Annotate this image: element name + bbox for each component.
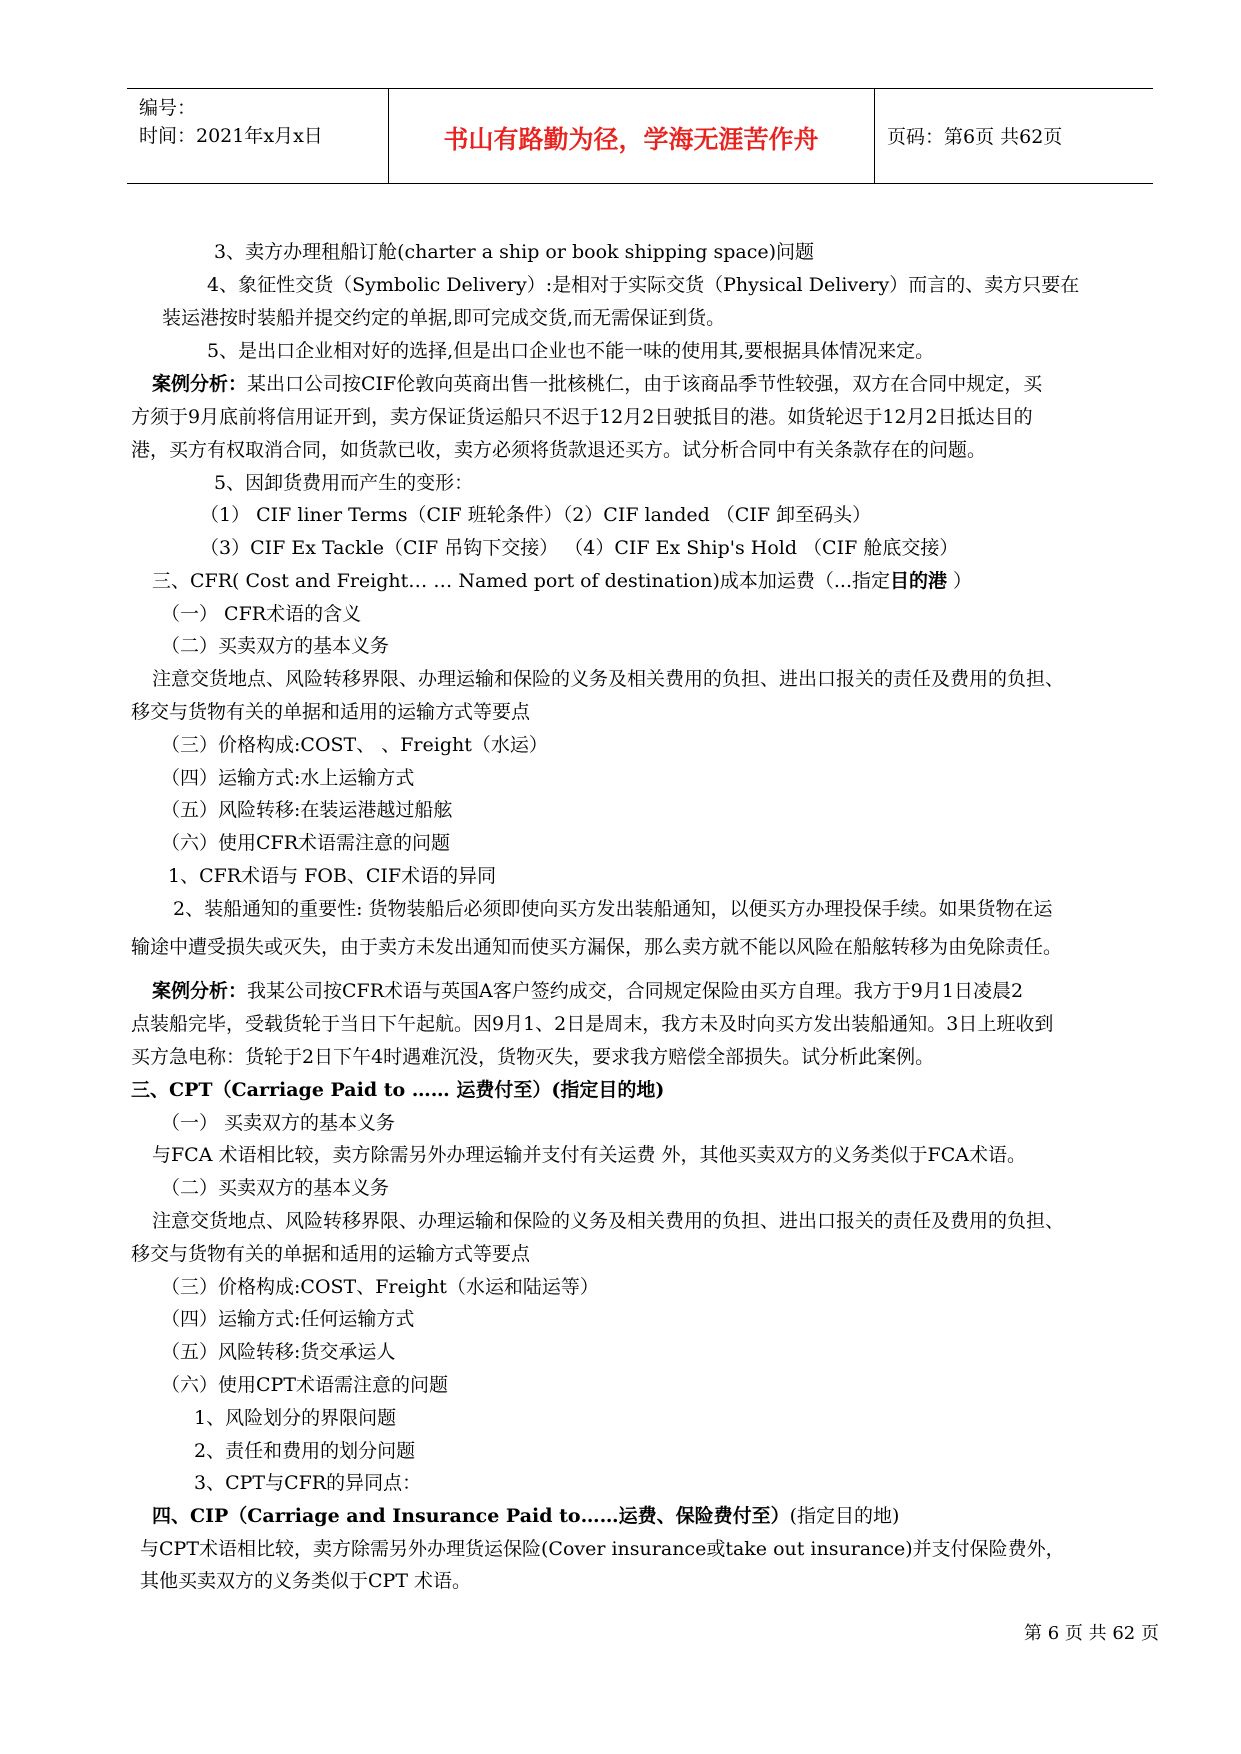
text-line — [161, 1111, 395, 1135]
text-line — [140, 1537, 1065, 1561]
text-line — [194, 1439, 415, 1463]
line-text: （三）价格构成:COST、Freight（水运和陆运等） — [161, 1276, 599, 1298]
time-label: 时间：2021年x月x日 — [139, 125, 323, 147]
line-text: 4、象征性交货（Symbolic Delivery）:是相对于实际交货（Physical Delivery）而言的、卖方只要在 — [207, 274, 1080, 296]
header-right-cell — [874, 89, 1154, 183]
text-line — [161, 733, 548, 757]
line-text: 5、因卸货费用而产生的变形： — [214, 472, 474, 494]
line-text: 装运港按时装船并提交约定的单据,即可完成交货,而无需保证到货。 — [162, 307, 726, 329]
line-text: （三）价格构成:COST、 、Freight（水运） — [161, 734, 548, 756]
text-line — [131, 935, 1062, 959]
line-text: 3、CPT与CFR的异同点： — [194, 1472, 422, 1494]
text-line — [207, 339, 934, 363]
text-line — [131, 1012, 1053, 1036]
line-tail: ） — [947, 570, 973, 592]
text-line — [152, 1209, 1064, 1233]
line-text: （六）使用CFR术语需注意的问题 — [161, 832, 451, 854]
header-motto: 书山有路勤为径，学海无涯苦作舟 — [443, 125, 819, 154]
line-text: （一） CFR术语的含义 — [161, 603, 362, 625]
text-line — [161, 634, 389, 658]
line-text: 四、CIP（Carriage and Insurance Paid to……运费、保险费付至） — [152, 1505, 790, 1527]
line-text: （六）使用CPT术语需注意的问题 — [161, 1374, 448, 1396]
line-text: 与CPT术语相比较，卖方除需另外办理货运保险(Cover insurance或take out insurance)并支付保险费外， — [140, 1538, 1065, 1560]
line-text: （二）买卖双方的基本义务 — [161, 635, 390, 657]
text-line — [161, 1176, 389, 1200]
text-line — [161, 1307, 414, 1331]
line-text: 港，买方有权取消合同，如货款已收，卖方必须将货款退还买方。试分析合同中有关条款存在的问题。 — [131, 439, 987, 461]
line-text: 注意交货地点、风险转移界限、办理运输和保险的义务及相关费用的负担、进出口报关的责任及费用的负担、 — [152, 668, 1065, 690]
line-text: 移交与货物有关的单据和适用的运输方式等要点 — [131, 1243, 531, 1265]
text-line — [161, 1275, 599, 1299]
header-left-cell — [127, 89, 389, 183]
line-text: 5、是出口企业相对好的选择,但是出口企业也不能一味的使用其,要根据具体情况来定。 — [207, 340, 935, 362]
line-text: 三、CFR( Cost and Freight… … Named port of destination)成本加运费（...指定 — [152, 570, 890, 592]
text-line — [200, 536, 958, 560]
bold-lead: 案例分析： — [152, 980, 248, 1002]
bold-lead: 案例分析： — [152, 373, 248, 395]
text-line — [131, 1242, 530, 1266]
line-text: 其他买卖双方的义务类似于CPT 术语。 — [140, 1570, 472, 1592]
text-line — [214, 471, 473, 495]
text-line — [152, 372, 1042, 396]
text-line — [194, 1406, 396, 1430]
text-line — [152, 979, 1023, 1003]
line-text: 1、风险划分的界限问题 — [194, 1407, 397, 1429]
line-text: （3）CIF Ex Tackle（CIF 吊钩下交接） （4）CIF Ex Ship's Hold （CIF 舱底交接） — [200, 537, 959, 559]
text-line — [200, 503, 871, 527]
text-line — [207, 273, 1079, 297]
line-text: （四）运输方式:任何运输方式 — [161, 1308, 415, 1330]
text-line — [131, 405, 1033, 429]
line-text: （1） CIF liner Terms（CIF 班轮条件）（2）CIF landed （CIF 卸至码头） — [200, 504, 872, 526]
line-text: 与FCA 术语相比较，卖方除需另外办理运输并支付有关运费 外，其他买卖双方的义务类似于FCA术语。 — [152, 1144, 1026, 1166]
line-text: 2、装船通知的重要性: 货物装船后必须即使向买方发出装船通知，以便买方办理投保手续。如果货物在运 — [173, 898, 1053, 920]
text-line — [214, 240, 814, 264]
text-line — [161, 602, 361, 626]
text-line — [131, 1045, 934, 1069]
text-line — [152, 1504, 899, 1528]
bold-tail: 目的港 — [890, 570, 948, 592]
document-header — [127, 88, 1153, 184]
line-text: 输途中遭受损失或灭失，由于卖方未发出通知而使买方漏保，那么卖方就不能以风险在船舷转移为由免除责任。 — [131, 936, 1063, 958]
line-text: 3、卖方办理租船订舱(charter a ship or book shipping space)问题 — [214, 241, 815, 263]
line-text: 我某公司按CFR术语与英国A客户签约成交，合同规定保险由买方自理。我方于9月1日凌晨2 — [247, 980, 1024, 1002]
text-line — [194, 1471, 421, 1495]
text-line — [152, 1143, 1026, 1167]
text-line — [152, 569, 972, 593]
serial-number-label: 编号： — [139, 97, 197, 119]
line-text: （五）风险转移:在装运港越过船舷 — [161, 799, 453, 821]
text-line — [140, 1569, 471, 1593]
text-line — [161, 766, 414, 790]
text-line — [131, 700, 530, 724]
line-text: 点装船完毕，受载货轮于当日下午起航。因9月1、2日是周末，我方未及时向买方发出装船通知。3日上班收到 — [131, 1013, 1054, 1035]
line-text: 买方急电称：货轮于2日下午4时遇难沉没，货物灭失，要求我方赔偿全部损失。试分析此案例。 — [131, 1046, 935, 1068]
line-text: 2、责任和费用的划分问题 — [194, 1440, 416, 1462]
line-text: 三、CPT（Carriage Paid to …… 运费付至）(指定目的地) — [131, 1079, 665, 1101]
text-line — [161, 798, 452, 822]
header-page-label: 页码：第6页 共62页 — [887, 126, 1063, 148]
line-text: 移交与货物有关的单据和适用的运输方式等要点 — [131, 701, 531, 723]
text-line — [152, 667, 1064, 691]
text-line — [161, 1373, 448, 1397]
text-line — [131, 438, 986, 462]
line-text: 方须于9月底前将信用证开到，卖方保证货运船只不迟于12月2日驶抵目的港。如货轮迟于12月2日抵达目的 — [131, 406, 1033, 428]
line-text: （二）买卖双方的基本义务 — [161, 1177, 390, 1199]
line-tail: (指定目的地) — [789, 1505, 900, 1527]
line-text: 1、CFR术语与 FOB、CIF术语的异同 — [168, 865, 497, 887]
text-line — [161, 831, 450, 855]
line-text: （四）运输方式:水上运输方式 — [161, 767, 415, 789]
line-text: 某出口公司按CIF伦敦向英商出售一批核桃仁，由于该商品季节性较强，双方在合同中规定，买 — [247, 373, 1043, 395]
text-line — [173, 897, 1053, 921]
text-line — [161, 1340, 395, 1364]
line-text: （五）风险转移:货交承运人 — [161, 1341, 396, 1363]
text-line — [162, 306, 725, 330]
page-footer: 第 6 页 共 62 页 — [1024, 1623, 1159, 1644]
text-line — [168, 864, 496, 888]
line-text: （一） 买卖双方的基本义务 — [161, 1112, 396, 1134]
line-text: 注意交货地点、风险转移界限、办理运输和保险的义务及相关费用的负担、进出口报关的责任及费用的负担、 — [152, 1210, 1065, 1232]
text-line — [131, 1078, 664, 1102]
